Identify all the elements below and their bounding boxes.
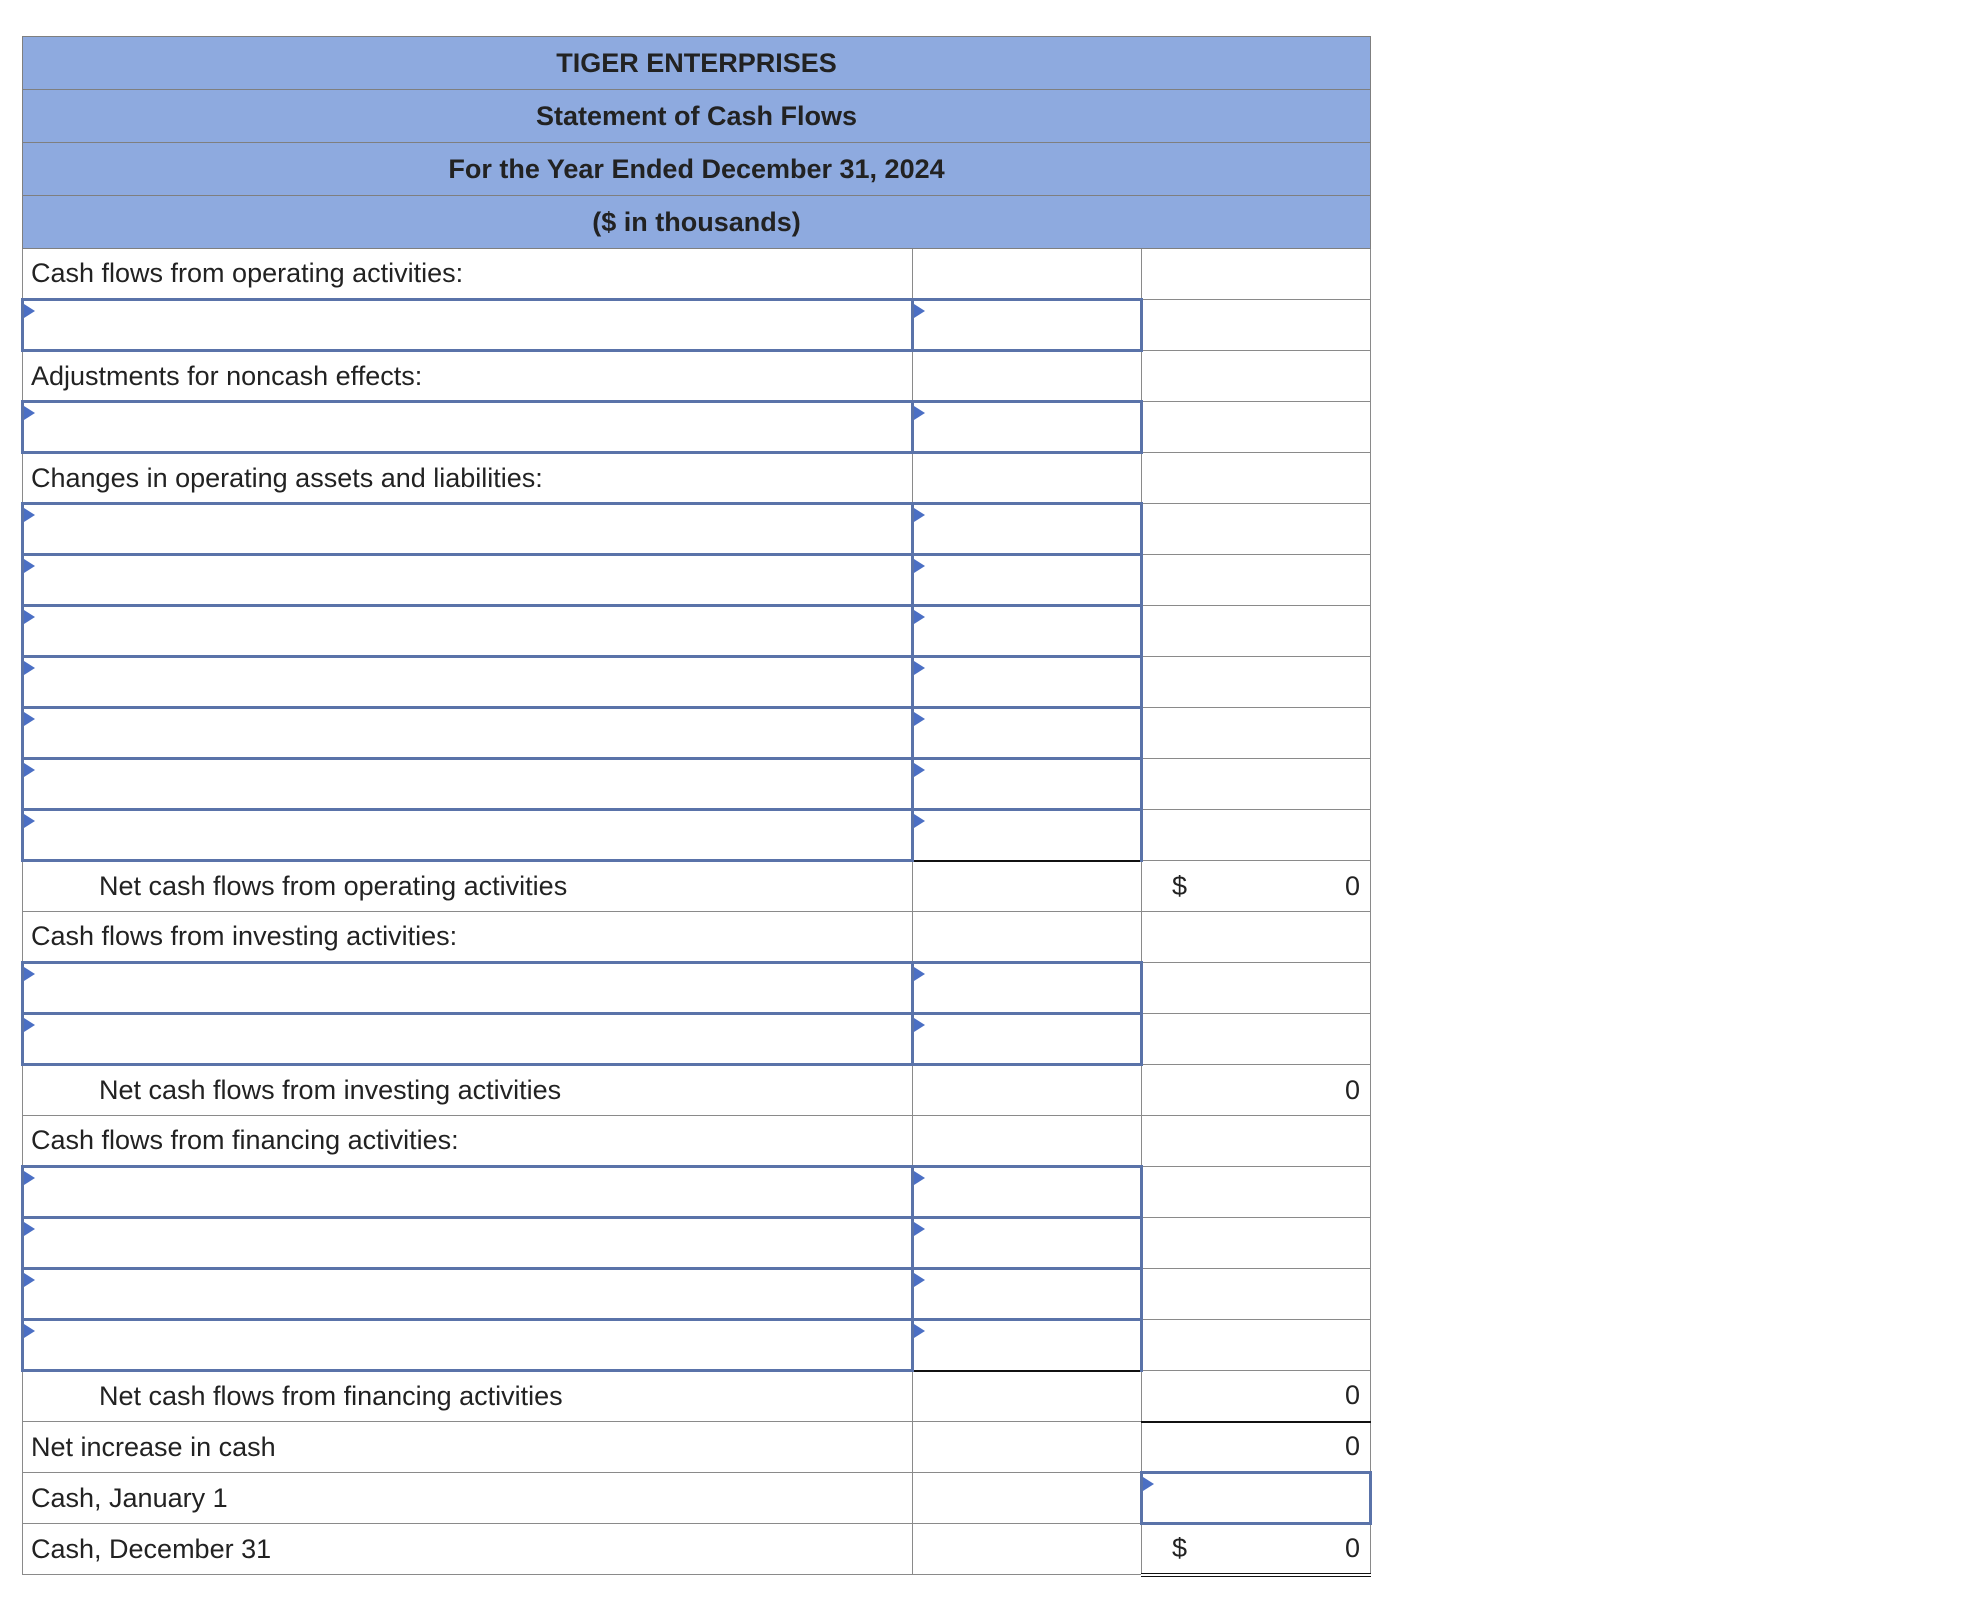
empty-cell	[1142, 1167, 1371, 1218]
empty-cell	[913, 861, 1142, 912]
change-input-row	[23, 810, 1371, 861]
net-operating-total	[1142, 861, 1371, 912]
change-input-row	[23, 606, 1371, 657]
cash-january-label: Cash, January 1	[23, 1473, 913, 1524]
change-label-input[interactable]	[23, 810, 913, 861]
empty-cell	[1142, 402, 1371, 453]
change-input-row	[23, 708, 1371, 759]
empty-cell	[913, 1473, 1142, 1524]
empty-cell	[1142, 912, 1371, 963]
adjustment-amount-input[interactable]	[913, 402, 1142, 453]
net-investing-row	[23, 1065, 1371, 1116]
change-label-input[interactable]	[23, 657, 913, 708]
financing-heading-row	[23, 1116, 1371, 1167]
investing-amount-input[interactable]	[913, 1014, 1142, 1065]
financing-amount-input[interactable]	[913, 1320, 1142, 1371]
adjustment-label-input[interactable]	[23, 402, 913, 453]
empty-cell	[913, 912, 1142, 963]
company-name: TIGER ENTERPRISES	[23, 37, 1371, 90]
net-operating-row	[23, 861, 1371, 912]
empty-cell	[913, 1422, 1142, 1473]
changes-heading: Changes in operating assets and liabilities:	[23, 453, 913, 504]
change-label-input[interactable]	[23, 759, 913, 810]
change-input-row	[23, 759, 1371, 810]
change-amount-input[interactable]	[913, 657, 1142, 708]
change-label-input[interactable]	[23, 504, 913, 555]
investing-label-input[interactable]	[23, 963, 913, 1014]
empty-cell	[1142, 1320, 1371, 1371]
empty-cell	[1142, 1269, 1371, 1320]
change-amount-input[interactable]	[913, 504, 1142, 555]
operating-input-row	[23, 300, 1371, 351]
net-increase-label: Net increase in cash	[23, 1422, 913, 1473]
empty-cell	[913, 351, 1142, 402]
financing-label-input[interactable]	[23, 1320, 913, 1371]
empty-cell	[913, 1371, 1142, 1422]
financing-amount-input[interactable]	[913, 1218, 1142, 1269]
investing-heading: Cash flows from investing activities:	[23, 912, 913, 963]
net-financing-row	[23, 1371, 1371, 1422]
cash-january-row	[23, 1473, 1371, 1524]
change-input-row	[23, 504, 1371, 555]
net-operating-value: 0	[1344, 870, 1361, 901]
net-financing-label: Net cash flows from financing activities	[23, 1371, 913, 1422]
empty-cell	[913, 249, 1142, 300]
empty-cell	[1142, 504, 1371, 555]
financing-label-input[interactable]	[23, 1167, 913, 1218]
adjustment-input-row	[23, 402, 1371, 453]
investing-amount-input[interactable]	[913, 963, 1142, 1014]
cash-january-input[interactable]	[1142, 1473, 1371, 1524]
empty-cell	[1142, 453, 1371, 504]
empty-cell	[1142, 1218, 1371, 1269]
header-row-statement	[23, 90, 1371, 143]
operating-heading: Cash flows from operating activities:	[23, 249, 913, 300]
financing-amount-input[interactable]	[913, 1167, 1142, 1218]
header-row-company	[23, 37, 1371, 90]
empty-cell	[1142, 300, 1371, 351]
statement-units: ($ in thousands)	[23, 196, 1371, 249]
investing-input-row	[23, 963, 1371, 1014]
header-row-units	[23, 196, 1371, 249]
change-amount-input[interactable]	[913, 606, 1142, 657]
empty-cell	[1142, 657, 1371, 708]
empty-cell	[913, 1524, 1142, 1575]
empty-cell	[913, 1065, 1142, 1116]
changes-heading-row	[23, 453, 1371, 504]
change-label-input[interactable]	[23, 708, 913, 759]
header-row-period	[23, 143, 1371, 196]
change-label-input[interactable]	[23, 555, 913, 606]
change-label-input[interactable]	[23, 606, 913, 657]
statement-title: Statement of Cash Flows	[23, 90, 1371, 143]
change-amount-input[interactable]	[913, 759, 1142, 810]
financing-label-input[interactable]	[23, 1218, 913, 1269]
net-operating-label: Net cash flows from operating activities	[23, 861, 913, 912]
financing-input-row	[23, 1269, 1371, 1320]
cash-december-total	[1142, 1524, 1371, 1575]
change-amount-input[interactable]	[913, 555, 1142, 606]
investing-label-input[interactable]	[23, 1014, 913, 1065]
empty-cell	[1142, 555, 1371, 606]
empty-cell	[1142, 708, 1371, 759]
change-amount-input[interactable]	[913, 810, 1142, 861]
currency-symbol: $	[1172, 870, 1188, 901]
net-increase-row	[23, 1422, 1371, 1473]
financing-amount-input[interactable]	[913, 1269, 1142, 1320]
empty-cell	[1142, 249, 1371, 300]
empty-cell	[913, 1116, 1142, 1167]
empty-cell	[913, 453, 1142, 504]
operating-amount-input[interactable]	[913, 300, 1142, 351]
change-amount-input[interactable]	[913, 708, 1142, 759]
net-investing-label: Net cash flows from investing activities	[23, 1065, 913, 1116]
cash-flow-statement-table	[21, 36, 1372, 1577]
net-increase-value: 0	[1142, 1422, 1371, 1473]
financing-input-row	[23, 1167, 1371, 1218]
cash-december-row	[23, 1524, 1371, 1575]
investing-heading-row	[23, 912, 1371, 963]
financing-heading: Cash flows from financing activities:	[23, 1116, 913, 1167]
operating-heading-row	[23, 249, 1371, 300]
statement-period: For the Year Ended December 31, 2024	[23, 143, 1371, 196]
empty-cell	[1142, 351, 1371, 402]
cash-december-label: Cash, December 31	[23, 1524, 913, 1575]
cash-december-value: 0	[1344, 1533, 1361, 1564]
empty-cell	[1142, 759, 1371, 810]
currency-symbol: $	[1172, 1533, 1188, 1564]
change-input-row	[23, 555, 1371, 606]
financing-input-row	[23, 1218, 1371, 1269]
empty-cell	[1142, 606, 1371, 657]
net-financing-value: 0	[1142, 1371, 1371, 1422]
net-investing-value: 0	[1142, 1065, 1371, 1116]
empty-cell	[1142, 963, 1371, 1014]
empty-cell	[1142, 1116, 1371, 1167]
operating-label-input[interactable]	[23, 300, 913, 351]
change-input-row	[23, 657, 1371, 708]
adjustments-heading-row	[23, 351, 1371, 402]
empty-cell	[1142, 1014, 1371, 1065]
empty-cell	[1142, 810, 1371, 861]
financing-input-row	[23, 1320, 1371, 1371]
adjustments-heading: Adjustments for noncash effects:	[23, 351, 913, 402]
investing-input-row	[23, 1014, 1371, 1065]
financing-label-input[interactable]	[23, 1269, 913, 1320]
